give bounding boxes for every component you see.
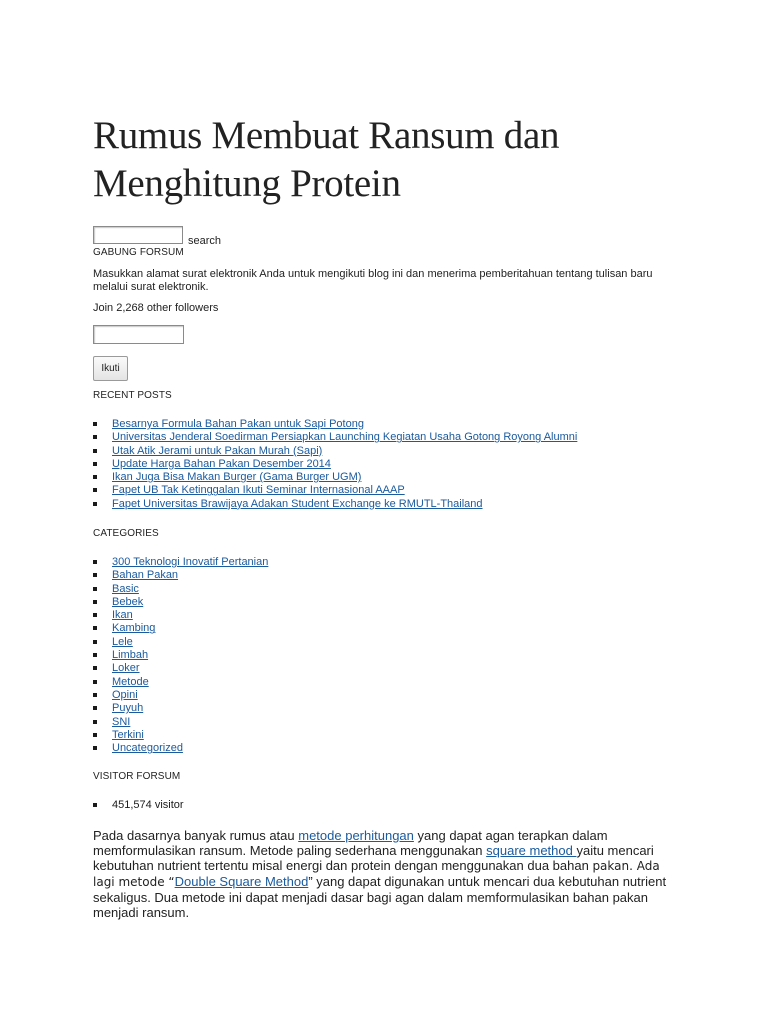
- list-item: [93, 716, 268, 729]
- bullet-icon: [93, 475, 97, 479]
- bullet-icon: [93, 680, 97, 684]
- follow-button[interactable]: Ikuti: [93, 356, 128, 381]
- bullet-icon: [93, 502, 97, 506]
- bullet-icon: [93, 449, 97, 453]
- search-input[interactable]: [93, 226, 183, 244]
- list-item: [93, 458, 577, 471]
- bullet-icon: [93, 600, 97, 604]
- recent-posts-list: [93, 418, 577, 511]
- recent-post-link[interactable]: Fapet Universitas Brawijaya Adakan Student Exchange ke RMUTL-Thailand: [112, 497, 483, 510]
- article-text: yaitu mencari kebutuhan nutrient tertentu misal energi dan protein dengan menggunakan dua bahan: [93, 843, 654, 873]
- list-item: [93, 445, 577, 458]
- list-item: [93, 418, 577, 431]
- list-item: [93, 498, 577, 511]
- bullet-icon: [93, 573, 97, 577]
- recent-post-link[interactable]: Besarnya Formula Bahan Pakan untuk Sapi Potong: [112, 418, 364, 430]
- list-item: [93, 609, 268, 622]
- category-link[interactable]: Metode: [112, 675, 149, 688]
- visitor-list: [93, 799, 184, 812]
- article-paragraph: [93, 828, 673, 920]
- category-link[interactable]: Opini: [112, 688, 138, 701]
- category-link[interactable]: Puyuh: [112, 702, 144, 715]
- bullet-icon: [93, 462, 97, 466]
- list-item: [93, 636, 268, 649]
- category-link[interactable]: Bahan Pakan: [112, 569, 179, 582]
- recent-post-link[interactable]: Update Harga Bahan Pakan Desember 2014: [112, 457, 331, 470]
- email-field[interactable]: [93, 325, 184, 344]
- bullet-icon: [93, 640, 97, 644]
- category-link[interactable]: Limbah: [112, 649, 149, 662]
- list-item: [93, 742, 268, 755]
- categories-heading: CATEGORIES: [93, 528, 159, 539]
- list-item: [93, 649, 268, 662]
- recent-post-link[interactable]: Ikan Juga Bisa Makan Burger (Gama Burger UGM): [112, 471, 362, 484]
- recent-post-link[interactable]: Utak Atik Jerami untuk Pakan Murah (Sapi): [112, 444, 323, 457]
- subscribe-heading: GABUNG FORSUM: [93, 247, 184, 258]
- list-item: [93, 702, 268, 715]
- bullet-icon: [93, 720, 97, 724]
- article-text: Pada dasarnya banyak rumus atau: [93, 828, 299, 843]
- bullet-icon: [93, 746, 97, 750]
- categories-list: [93, 556, 268, 755]
- square-method-link[interactable]: square method: [486, 843, 577, 858]
- category-link[interactable]: SNI: [112, 715, 131, 728]
- list-item: [93, 596, 268, 609]
- list-item: [93, 622, 268, 635]
- category-link[interactable]: Terkini: [112, 728, 144, 741]
- category-link[interactable]: Ikan: [112, 609, 133, 622]
- list-item: [93, 799, 184, 812]
- category-link[interactable]: Lele: [112, 635, 133, 648]
- subscribe-description: Masukkan alamat surat elektronik Anda untuk mengikuti blog ini dan menerima pemberitahuan tentang tulisan baru melalui surat elektronik.: [93, 268, 653, 293]
- visitor-heading: VISITOR FORSUM: [93, 771, 181, 782]
- list-item: [93, 583, 268, 596]
- bullet-icon: [93, 666, 97, 670]
- bullet-icon: [93, 488, 97, 492]
- bullet-icon: [93, 560, 97, 564]
- post-title: Rumus Membuat Ransum dan Menghitung Protein: [93, 114, 560, 205]
- bullet-icon: [93, 693, 97, 697]
- bullet-icon: [93, 626, 97, 630]
- metode-perhitungan-link[interactable]: metode perhitungan: [298, 828, 414, 843]
- bullet-icon: [93, 706, 97, 710]
- double-square-method-link[interactable]: Double Square Method: [174, 874, 309, 889]
- bullet-icon: [93, 613, 97, 617]
- list-item: [93, 662, 268, 675]
- category-link[interactable]: Uncategorized: [112, 742, 183, 755]
- search-label: search: [188, 235, 222, 247]
- article-text: yang dapat agan terapkan dalam memformulasikan ransum. Metode paling sederhana menggunakan: [93, 828, 608, 858]
- list-item: [93, 431, 577, 444]
- article-text: pakan. Ada lagi metode “: [93, 859, 660, 889]
- list-item: [93, 484, 577, 497]
- recent-post-link[interactable]: Fapet UB Tak Ketinggalan Ikuti Seminar Internasional AAAP: [112, 484, 405, 497]
- bullet-icon: [93, 435, 97, 439]
- category-link[interactable]: Loker: [112, 662, 140, 675]
- visitor-count: 451,574 visitor: [112, 799, 184, 811]
- category-link[interactable]: Basic: [112, 582, 139, 595]
- list-item: [93, 556, 268, 569]
- list-item: [93, 689, 268, 702]
- list-item: [93, 471, 577, 484]
- recent-posts-heading: RECENT POSTS: [93, 390, 172, 401]
- list-item: [93, 569, 268, 582]
- list-item: [93, 729, 268, 742]
- bullet-icon: [93, 803, 97, 807]
- bullet-icon: [93, 733, 97, 737]
- category-link[interactable]: 300 Teknologi Inovatif Pertanian: [112, 556, 269, 568]
- bullet-icon: [93, 587, 97, 591]
- list-item: [93, 676, 268, 689]
- bullet-icon: [93, 422, 97, 426]
- bullet-icon: [93, 653, 97, 657]
- category-link[interactable]: Kambing: [112, 622, 156, 635]
- followers-count: Join 2,268 other followers: [93, 302, 219, 314]
- category-link[interactable]: Bebek: [112, 595, 144, 608]
- article-text: ” yang dapat digunakan untuk mencari dua kebutuhan nutrient sekaligus. Dua metode ini dapat menjadi dasar bagi agan dalam memformulasikan bahan pakan menjadi ransum.: [93, 874, 667, 920]
- recent-post-link[interactable]: Universitas Jenderal Soedirman Persiapkan Launching Kegiatan Usaha Gotong Royong Alumni: [112, 431, 578, 444]
